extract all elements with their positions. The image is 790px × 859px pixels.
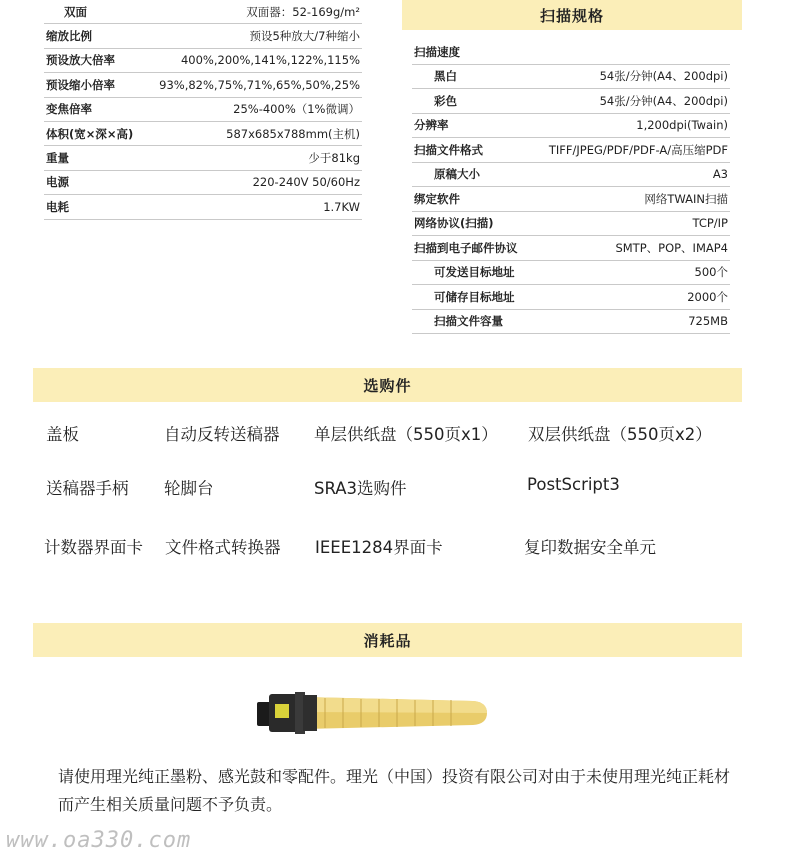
spec-row	[44, 0, 362, 24]
scan-spec-table	[412, 40, 730, 334]
scan-key: 网络协议(扫描)	[414, 216, 494, 231]
spec-row	[44, 24, 362, 48]
scan-value: 2000个	[687, 289, 728, 304]
accessory-item: SRA3选购件	[314, 479, 407, 498]
spec-value: 25%-400%（1%微调）	[233, 102, 360, 117]
scan-row	[412, 65, 730, 90]
scan-value: 1,200dpi(Twain)	[636, 118, 728, 133]
spec-row	[44, 195, 362, 219]
scan-row	[412, 285, 730, 310]
left-spec-table	[44, 0, 362, 220]
spec-key: 双面	[64, 4, 87, 19]
scan-row	[412, 212, 730, 237]
watermark: www.oa330.com	[6, 828, 192, 853]
spec-key: 缩放比例	[46, 29, 92, 44]
scan-value: TCP/IP	[692, 216, 728, 231]
spec-value: 587x685x788mm(主机)	[226, 126, 360, 141]
accessory-item: 单层供纸盘（550页x1）	[314, 425, 498, 444]
spec-row	[44, 49, 362, 73]
spec-row	[44, 122, 362, 146]
scan-value: SMTP、POP、IMAP4	[615, 240, 728, 255]
spec-value: 220-240V 50/60Hz	[252, 175, 360, 190]
spec-key: 体积(宽×深×高)	[46, 126, 134, 141]
scan-value: A3	[712, 167, 728, 182]
scan-value: 54张/分钟(A4、200dpi)	[599, 93, 728, 108]
spec-row	[44, 98, 362, 122]
scan-key: 可发送目标地址	[434, 265, 515, 280]
spec-key: 变焦倍率	[46, 102, 92, 117]
consumables-header: 消耗品	[33, 623, 742, 657]
spec-value: 预设5种放大/7种缩小	[249, 29, 360, 44]
scan-key: 扫描速度	[414, 44, 460, 59]
accessory-item: 送稿器手柄	[46, 479, 129, 498]
accessories-header: 选购件	[33, 368, 742, 402]
spec-key: 重量	[46, 151, 69, 166]
spec-row	[44, 146, 362, 170]
accessory-item: 双层供纸盘（550页x2）	[528, 425, 712, 444]
scan-key: 扫描到电子邮件协议	[414, 240, 518, 255]
scan-value: 54张/分钟(A4、200dpi)	[599, 69, 728, 84]
scan-key: 分辨率	[414, 118, 449, 133]
scan-key: 绑定软件	[414, 191, 460, 206]
scan-value: 725MB	[688, 314, 728, 329]
accessory-item: PostScript3	[527, 475, 620, 494]
spec-value: 400%,200%,141%,122%,115%	[180, 53, 360, 68]
toner-cartridge-image	[255, 690, 493, 736]
spec-value: 少于81kg	[308, 151, 360, 166]
scan-row	[412, 261, 730, 286]
scan-row	[412, 40, 730, 65]
scan-row	[412, 236, 730, 261]
spec-key: 电耗	[46, 199, 69, 214]
scan-key: 扫描文件格式	[414, 142, 483, 157]
scan-value: TIFF/JPEG/PDF/PDF-A/高压缩PDF	[548, 142, 728, 157]
accessory-item: 盖板	[46, 425, 79, 444]
spec-row	[44, 73, 362, 97]
scan-value: 网络TWAIN扫描	[644, 191, 728, 206]
scan-key: 可储存目标地址	[434, 289, 515, 304]
spec-value: 1.7KW	[323, 199, 360, 214]
scan-row	[412, 89, 730, 114]
spec-key: 预设放大倍率	[46, 53, 115, 68]
scan-row	[412, 310, 730, 335]
accessory-item: 计数器界面卡	[44, 538, 143, 557]
scan-row	[412, 163, 730, 188]
scan-key: 彩色	[434, 93, 457, 108]
spec-value: 93%,82%,75%,71%,65%,50%,25%	[159, 77, 360, 92]
consumables-note: 请使用理光纯正墨粉、感光鼓和零配件。理光（中国）投资有限公司对由于未使用理光纯正耗材而产生相关质量问题不予负责。	[58, 767, 731, 814]
scan-row	[412, 187, 730, 212]
scan-spec-title: 扫描规格	[402, 0, 742, 30]
spec-row	[44, 171, 362, 195]
scan-key: 扫描文件容量	[434, 314, 503, 329]
accessory-item: 复印数据安全单元	[524, 538, 656, 557]
scan-row	[412, 138, 730, 163]
spec-key: 预设缩小倍率	[46, 77, 115, 92]
scan-key: 原稿大小	[434, 167, 480, 182]
scan-key: 黑白	[434, 69, 457, 84]
spec-key: 电源	[46, 175, 69, 190]
scan-value: 500个	[694, 265, 728, 280]
scan-spec-panel	[402, 0, 742, 345]
accessory-item: 轮脚台	[164, 479, 214, 498]
accessory-item: 文件格式转换器	[165, 538, 281, 557]
accessory-item: 自动反转送稿器	[164, 425, 280, 444]
accessory-item: IEEE1284界面卡	[315, 538, 443, 557]
scan-row	[412, 114, 730, 139]
spec-value: 双面器：52-169g/m²	[246, 4, 360, 19]
